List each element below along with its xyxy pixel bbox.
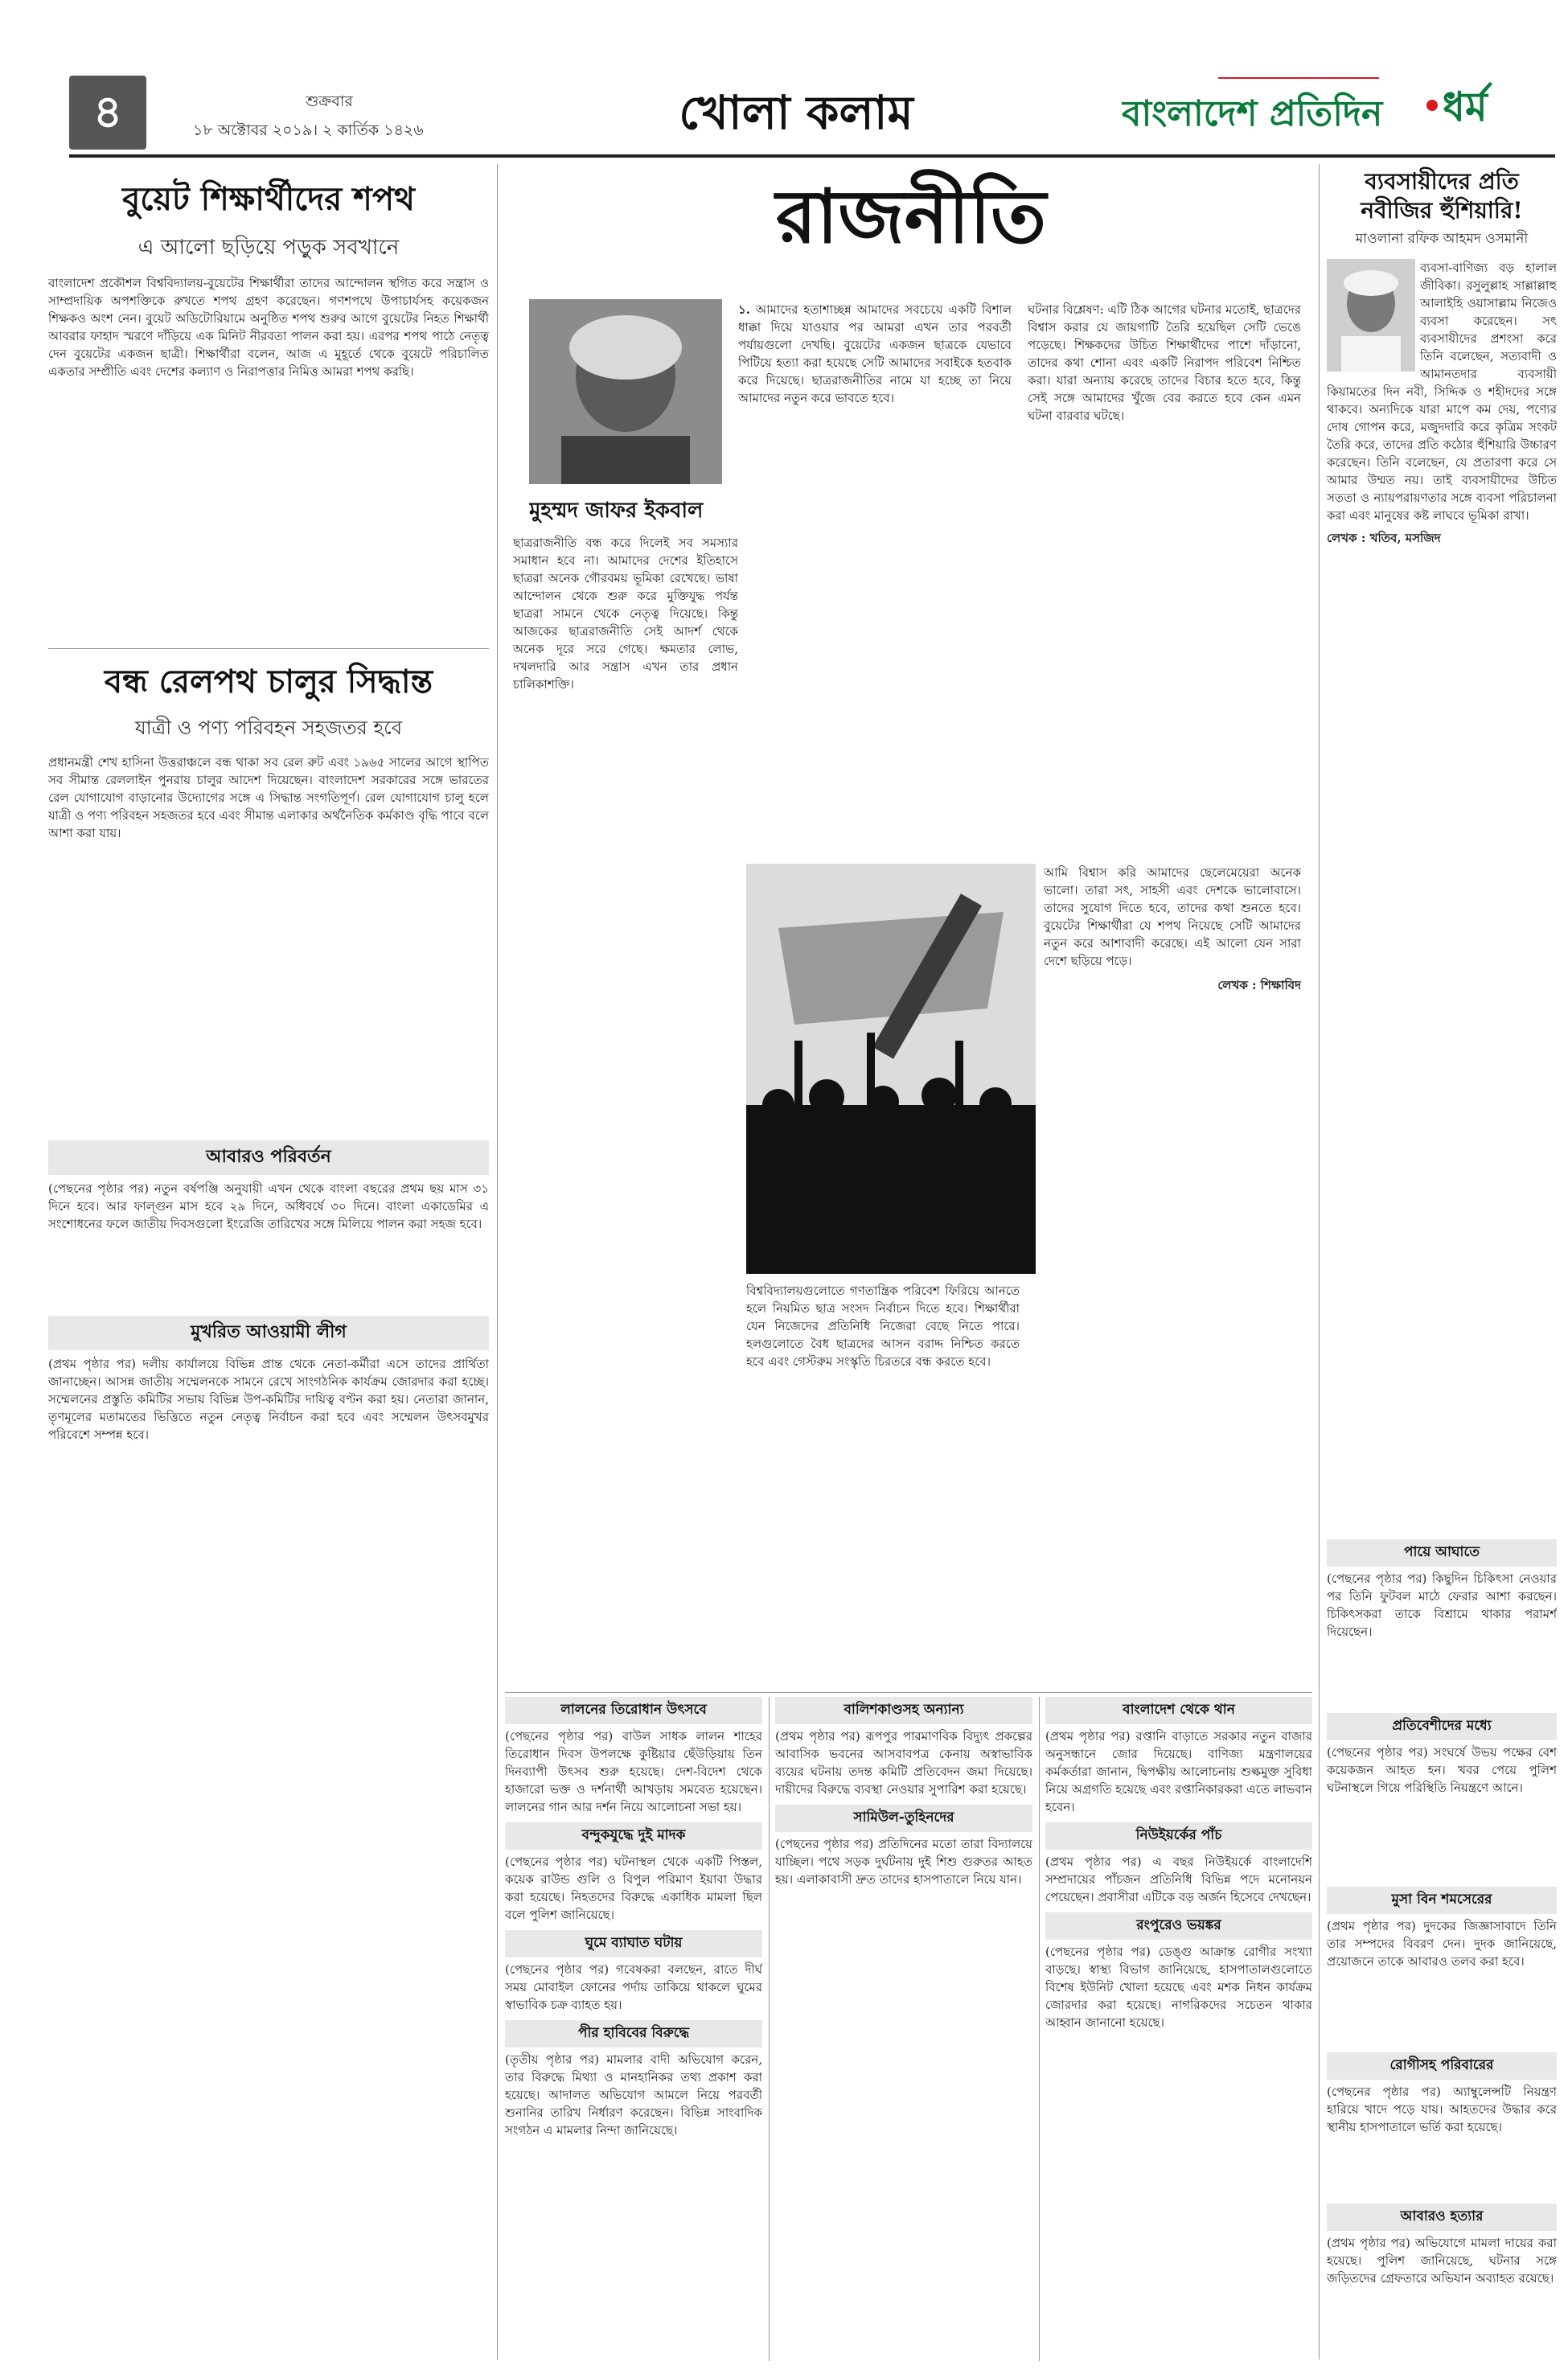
short-news-2	[1327, 1713, 1557, 1882]
article-body: (পেছনের পৃষ্ঠার পর) ঘটনাস্থল থেকে একটি পিস্তল, কয়েক রাউন্ড গুলি ও বিপুল পরিমাণ ইয়াবা উদ্ধার করা হয়েছে। নিহতদের বিরুদ্ধে একাধিক মামলা ছিল বলে পুলিশ জানিয়েছে।	[505, 1854, 762, 1922]
main-article	[505, 164, 1312, 1686]
header-date: ১৮ অক্টোবর ২০১৯। ২ কার্তিক ১৪২৬	[193, 121, 424, 139]
brand-name: বাংলাদেশ প্রতিদিন	[1122, 93, 1383, 134]
header-day: শুক্রবার	[306, 92, 353, 110]
article-body: (পেছনের পৃষ্ঠার পর) অ্যাম্বুলেন্সটি নিয়ন্ত্রণ হারিয়ে খাদে পড়ে যায়। আহতদের উদ্ধার করে স্থানীয় হাসপাতালে ভর্তি করা হয়েছে।	[1327, 2084, 1557, 2134]
religion-author: মাওলানা রফিক আহমদ ওসমানী	[1355, 231, 1529, 247]
article-title: বন্দুকযুদ্ধে দুই মাদক	[505, 1822, 762, 1850]
article-title: বুয়েট শিক্ষার্থীদের শপথ	[122, 180, 415, 218]
article-col-1	[738, 301, 1012, 864]
article-body: (পেছনের পৃষ্ঠার পর) নতুন বর্ষপঞ্জি অনুযায়ী এখন থেকে বাংলা বছরের প্রথম ছয় মাস ৩১ দিনে হবে। আর ফাল্গুন মাস হবে ২৯ দিনে, অধিবর্ষে ৩০ দিনে। বাংলা একাডেমির এ সংশোধনের ফলে জাতীয় দিবসগুলো ইংরেজি তারিখের সঙ্গে মিলিয়ে পালন করা সহজ হবে।	[48, 1181, 489, 1231]
short-news-3	[1327, 1887, 1557, 2047]
article-title: বন্ধ রেলপথ চালুর সিদ্ধান্ত	[104, 663, 433, 700]
byline-note: লেখক : শিক্ষাবিদ	[1217, 978, 1301, 992]
religion-article	[1327, 164, 1557, 1531]
religion-author-line: লেখক : খতিব, মসজিদ	[1327, 531, 1441, 545]
page-header	[0, 0, 1568, 158]
article-title: রোগীসহ পরিবারের	[1327, 2052, 1557, 2080]
section-title: খোলা কলাম	[679, 85, 913, 140]
article-title: আবারও হত্যার	[1327, 2204, 1557, 2231]
brand-logo	[1122, 77, 1427, 142]
article-title: নিউইয়র্কের পাঁচ	[1045, 1822, 1312, 1850]
article-title: বাংলাদেশ থেকে থান	[1045, 1697, 1312, 1724]
article-title: আবারও পরিবর্তন	[48, 1140, 489, 1175]
article-title: লালনের তিরোধান উৎসবে	[505, 1697, 762, 1724]
article-title: ঘুমে ব্যাঘাত ঘটায়	[505, 1930, 762, 1957]
continuation-col-2	[775, 1697, 1032, 2361]
article-body: (পেছনের পৃষ্ঠার পর) বাউল সাধক লালন শাহের তিরোধান দিবস উপলক্ষে কুষ্টিয়ার ছেঁউড়িয়ায় তিন দিনব্যাপী উৎসব শুরু হয়েছে। দেশ-বিদেশ থেকে হাজারো ভক্ত ও দর্শনার্থী আখড়ায় সমবেত হয়েছেন। লালনের গান আর দর্শন নিয়ে আলোচনা সভা হয়।	[505, 1729, 762, 1814]
article-body: (পেছনের পৃষ্ঠার পর) সংঘর্ষে উভয় পক্ষের বেশ কয়েকজন আহত হন। খবর পেয়ে পুলিশ ঘটনাস্থলে গিয়ে পরিস্থিতি নিয়ন্ত্রণে আনে।	[1327, 1745, 1557, 1795]
header-divider	[69, 154, 1555, 158]
article-body: (প্রথম পৃষ্ঠার পর) অভিযোগে মামলা দায়ের করা হয়েছে। পুলিশ জানিয়েছে, ঘটনার সঙ্গে জড়িতদের গ্রেফতারে অভিযান অব্যাহত রয়েছে।	[1327, 2236, 1557, 2286]
paragraph: ছাত্ররাজনীতি বন্ধ করে দিলেই সব সমস্যার সমাধান হবে না। আমাদের দেশের ইতিহাসে ছাত্ররা অনেক গৌরবময় ভূমিকা রেখেছে। ভাষা আন্দোলন থেকে শুরু করে মুক্তিযুদ্ধ পর্যন্ত ছাত্ররা সামনে থেকে নেতৃত্ব দিয়েছে। কিন্তু আজকের ছাত্ররাজনীতি সেই আদর্শ থেকে অনেক দূরে সরে গেছে। ক্ষমতার লোভ, দখলদারি আর সন্ত্রাস এখন তার প্রধান চালিকাশক্তি।	[513, 536, 738, 692]
column-divider	[769, 1697, 770, 2361]
article-subtitle: এ আলো ছড়িয়ে পড়ুক সবখানে	[138, 236, 400, 260]
column-divider	[497, 164, 498, 2360]
brand-dot	[1426, 100, 1438, 111]
article-rail-decision	[48, 653, 489, 1132]
continuation-col-3	[1045, 1697, 1312, 2361]
divider	[48, 648, 489, 649]
column-divider	[1319, 164, 1320, 2360]
brand-tagline	[1218, 77, 1379, 87]
article-title: রংপুরেও ভয়ঙ্কর	[1045, 1912, 1312, 1940]
article-awami-league	[48, 1316, 489, 2361]
divider	[505, 1692, 1312, 1693]
article-title: সামিউল-তুহিনদের	[775, 1805, 1032, 1832]
section-number: ১.	[738, 302, 750, 317]
article-body: (পেছনের পৃষ্ঠার পর) প্রতিদিনের মতো তারা বিদ্যালয়ে যাচ্ছিল। পথে সড়ক দুর্ঘটনায় দুই শিশু গুরুতর আহত হয়। এলাকাবাসী দ্রুত তাদের হাসপাতালে নিয়ে যান।	[775, 1837, 1032, 1887]
article-col-4	[1044, 864, 1301, 1668]
paragraph: আমাদের হতাশাচ্ছন্ন আমাদের সবচেয়ে একটি বিশাল ধাক্কা দিয়ে যাওয়ার পর আমরা এখন তার পরবর্তী পর্যায়গুলো দেখছি। বুয়েটের একজন ছাত্রকে যেভাবে পিটিয়ে হত্যা করা হয়েছে সেটি আমাদের সবাইকে হতবাক করে দিয়েছে। ছাত্ররাজনীতির নামে যা হচ্ছে তা নিয়ে আমাদের নতুন করে ভাবতে হবে।	[738, 302, 1012, 405]
article-body: (পেছনের পৃষ্ঠার পর) ডেঙ্গু আক্রান্ত রোগীর সংখ্যা বাড়ছে। স্বাস্থ্য বিভাগ জানিয়েছে, হাসপাতালগুলোতে বিশেষ ইউনিট খোলা হয়েছে এবং মশক নিধন কার্যক্রম জোরদার করা হয়েছে। নাগরিকদের সচেতন থাকার আহ্বান জানানো হয়েছে।	[1045, 1945, 1312, 2030]
article-body: (প্রথম পৃষ্ঠার পর) দুদকের জিজ্ঞাসাবাদে তিনি তার সম্পদের বিবরণ দেন। দুদক জানিয়েছে, প্রয়োজনে তাকে আবারও তলব করা হবে।	[1327, 1919, 1557, 1969]
main-title: রাজনীতি	[775, 173, 1047, 260]
column-divider	[1039, 1697, 1040, 2361]
short-news-1	[1327, 1539, 1557, 1708]
short-news-4	[1327, 2052, 1557, 2197]
author-photo	[529, 299, 722, 484]
paragraph: বিশ্ববিদ্যালয়গুলোতে গণতান্ত্রিক পরিবেশ ফিরিয়ে আনতে হলে নিয়মিত ছাত্র সংসদ নির্বাচন দিতে হবে। শিক্ষার্থীরা যেন নিজেদের প্রতিনিধি নিজেরা বেছে নিতে পারে। হলগুলোতে বৈধ ছাত্রদের আসন বরাদ্দ নিশ্চিত করতে হবে এবং গেস্টরুম সংস্কৃতি চিরতরে বন্ধ করতে হবে।	[746, 1284, 1020, 1369]
article-body: (প্রথম পৃষ্ঠার পর) রূপপুর পারমাণবিক বিদ্যুৎ প্রকল্পের আবাসিক ভবনের আসবাবপত্র কেনায় অস্বাভাবিক ব্যয়ের ঘটনায় তদন্ত কমিটি প্রতিবেদন জমা দিয়েছে। দায়ীদের বিরুদ্ধে ব্যবস্থা নেওয়ার সুপারিশ করা হয়েছে।	[775, 1729, 1032, 1797]
article-col-2	[1028, 301, 1301, 864]
protest-illustration	[746, 864, 1036, 1274]
article-title: মুখরিত আওয়ামী লীগ	[48, 1316, 489, 1350]
short-news-5	[1327, 2204, 1557, 2361]
article-body: (পেছনের পৃষ্ঠার পর) গবেষকরা বলছেন, রাতে দীর্ঘ সময় মোবাইল ফোনের পর্দায় তাকিয়ে থাকলে ঘুমের স্বাভাবিক চক্র ব্যাহত হয়।	[505, 1962, 762, 2012]
author-portrait	[529, 299, 722, 484]
religion-title: ব্যবসায়ীদের প্রতি নবীজির হুঁশিয়ারি!	[1361, 168, 1523, 224]
article-title: প্রতিবেশীদের মধ্যে	[1327, 1713, 1557, 1740]
illustration	[746, 864, 1036, 1274]
author-name: মুহম্মদ জাফর ইকবাল	[529, 499, 704, 523]
paragraph: ঘটনার বিশ্লেষণ: এটি ঠিক আগের ঘটনার মতোই, ছাত্রদের বিশ্বাস করার যে জায়গাটি তৈরি হয়েছিল সেটি ভেঙে পড়েছে। শিক্ষকদের উচিত শিক্ষার্থীদের পাশে দাঁড়ানো, তাদের কথা শোনা এবং একটি নিরাপদ পরিবেশ নিশ্চিত করা। যারা অন্যায় করেছে তাদের বিচার হতে হবে, কিন্তু সেই সঙ্গে আমাদের খুঁজে বের করতে হবে কেন এমন ঘটনা বারবার ঘটছে।	[1028, 302, 1301, 423]
article-body: (তৃতীয় পৃষ্ঠার পর) মামলার বাদী অভিযোগ করেন, তার বিরুদ্ধে মিথ্যা ও মানহানিকর তথ্য প্রকাশ করা হয়েছে। আদালত অভিযোগ আমলে নিয়ে পরবর্তী শুনানির তারিখ নির্ধারণ করেছেন। বিভিন্ন সাংবাদিক সংগঠন এ মামলার নিন্দা জানিয়েছে।	[505, 2052, 762, 2138]
article-body: (পেছনের পৃষ্ঠার পর) কিছুদিন চিকিৎসা নেওয়ার পর তিনি ফুটবল মাঠে ফেরার আশা করছেন। চিকিৎসকরা তাকে বিশ্রামে থাকার পরামর্শ দিয়েছেন।	[1327, 1571, 1557, 1639]
article-subtitle: যাত্রী ও পণ্য পরিবহন সহজতর হবে	[134, 717, 403, 739]
article-title: মুসা বিন শমসেরের	[1327, 1887, 1557, 1914]
article-calendar-change	[48, 1140, 489, 1309]
page-number-badge: ৪	[69, 76, 146, 150]
brand-section: ধর্ম	[1443, 83, 1488, 130]
article-col-1b	[513, 534, 738, 1676]
article-title: বালিশকাণ্ডসহ অন্যান্য	[775, 1697, 1032, 1724]
article-body: বাংলাদেশ প্রকৌশল বিশ্ববিদ্যালয়-বুয়েটের শিক্ষার্থীরা তাদের আন্দোলন স্থগিত করে সন্ত্রাস ও সাম্প্রদায়িক অপশক্তিকে রুখতে শপথ গ্রহণ করেছেন। গণশপথে উপাচার্যসহ কয়েকজন শিক্ষকও অংশ নেন। বুয়েট অডিটোরিয়ামে অনুষ্ঠিত শপথ শুরুর আগে বুয়েটের নিহত শিক্ষার্থী আবরার ফাহাদ স্মরণে দাঁড়িয়ে এক মিনিট নীরবতা পালন করা হয়। এরপর শপথ পাঠে নেতৃত্ব দেন বুয়েটের একজন ছাত্রী। শিক্ষার্থীরা বলেন, আজ এ মুহূর্তে থেকে বুয়েটে পরিচালিত একতার সম্প্রীতি এবং দেশের কল্যাণ ও নিরাপত্তার নিমিত্ত আমরা শপথ করছি।	[48, 276, 489, 379]
article-body: (প্রথম পৃষ্ঠার পর) এ বছর নিউইয়র্কে বাংলাদেশি সম্প্রদায়ের পাঁচজন প্রতিনিধি বিভিন্ন পদে মনোনয়ন পেয়েছেন। প্রবাসীরা এটিকে বড় অর্জন হিসেবে দেখছেন।	[1045, 1854, 1312, 1904]
religion-body: ব্যবসা-বাণিজ্য বড় হালাল জীবিকা। রসুলুল্লাহ সাল্লাল্লাহু আলাইহি ওয়াসাল্লাম নিজেও ব্যবসা করেছেন। সৎ ব্যবসায়ীদের প্রশংসা করে তিনি বলেছেন, সত্যবাদী ও আমানতদার ব্যবসায়ী কিয়ামতের দিন নবী, সিদ্দিক ও শহীদদের সঙ্গে থাকবে। অন্যদিকে যারা মাপে কম দেয়, পণ্যের দোষ গোপন করে, মজুদদারি করে কৃত্রিম সংকট তৈরি করে, তাদের প্রতি কঠোর হুঁশিয়ারি উচ্চারণ করেছেন। তিনি বলেছেন, যে প্রতারণা করে সে আমার উম্মত নয়। তাই ব্যবসায়ীদের উচিত সততা ও ন্যায়পরায়ণতার সঙ্গে ব্যবসা পরিচালনা করা এবং মানুষের কষ্ট লাঘবে ভূমিকা রাখা। লেখক : খতিব, মসজিদ	[1327, 261, 1557, 545]
article-buet-oath	[48, 169, 489, 643]
paragraph: আমি বিশ্বাস করি আমাদের ছেলেমেয়েরা অনেক ভালো। তারা সৎ, সাহসী এবং দেশকে ভালোবাসে। তাদের সুযোগ দিতে হবে, তাদের কথা শুনতে হবে। বুয়েটের শিক্ষার্থীরা যে শপথ নিয়েছে সেটি আমাদের নতুন করে আশাবাদী করেছে। এই আলো যেন সারা দেশে ছড়িয়ে পড়ে।	[1044, 865, 1301, 968]
article-body: প্রধানমন্ত্রী শেখ হাসিনা উত্তরাঞ্চলে বন্ধ থাকা সব রেল রুট এবং ১৯৬৫ সালের আগে স্থাপিত সব সীমান্ত রেললাইন পুনরায় চালুর আদেশ দিয়েছেন। বাংলাদেশ সরকারের সঙ্গে ভারতের রেল যোগাযোগ বাড়ানোর উদ্যোগের সঙ্গে এ সিদ্ধান্ত সংগতিপূর্ণ। রেল যোগাযোগ চালু হলে যাত্রী ও পণ্য পরিবহন সহজতর হবে এবং সীমান্ত এলাকার অর্থনৈতিক কর্মকাণ্ড বৃদ্ধি পাবে বলে আশা করা যায়।	[48, 755, 489, 840]
continuation-col-1	[505, 1697, 762, 2361]
article-col-3	[746, 1282, 1020, 1676]
article-title: পায়ে আঘাতে	[1327, 1539, 1557, 1567]
article-body: (প্রথম পৃষ্ঠার পর) দলীয় কার্যালয়ে বিভিন্ন প্রান্ত থেকে নেতা-কর্মীরা এসে তাদের প্রার্থিতা জানাচ্ছেন। আসন্ন জাতীয় সম্মেলনকে সামনে রেখে সাংগঠনিক কার্যক্রম জোরদার করা হচ্ছে। সম্মেলনের প্রস্তুতি কমিটির সভায় বিভিন্ন উপ-কমিটির দায়িত্ব বণ্টন করা হয়। নেতারা জানান, তৃণমূলের মতামতের ভিত্তিতে নতুন নেতৃত্ব নির্বাচন করা হবে এবং সম্মেলন উৎসবমুখর পরিবেশে সম্পন্ন হবে।	[48, 1357, 489, 1442]
article-body: (প্রথম পৃষ্ঠার পর) রপ্তানি বাড়াতে সরকার নতুন বাজার অনুসন্ধানে জোর দিয়েছে। বাণিজ্য মন্ত্রণালয়ের কর্মকর্তারা জানান, দ্বিপক্ষীয় আলোচনায় শুল্কমুক্ত সুবিধা নিয়ে অগ্রগতি হয়েছে এবং রপ্তানিকারকরা এতে লাভবান হবেন।	[1045, 1729, 1312, 1814]
article-title: পীর হাবিবের বিরুদ্ধে	[505, 2020, 762, 2047]
